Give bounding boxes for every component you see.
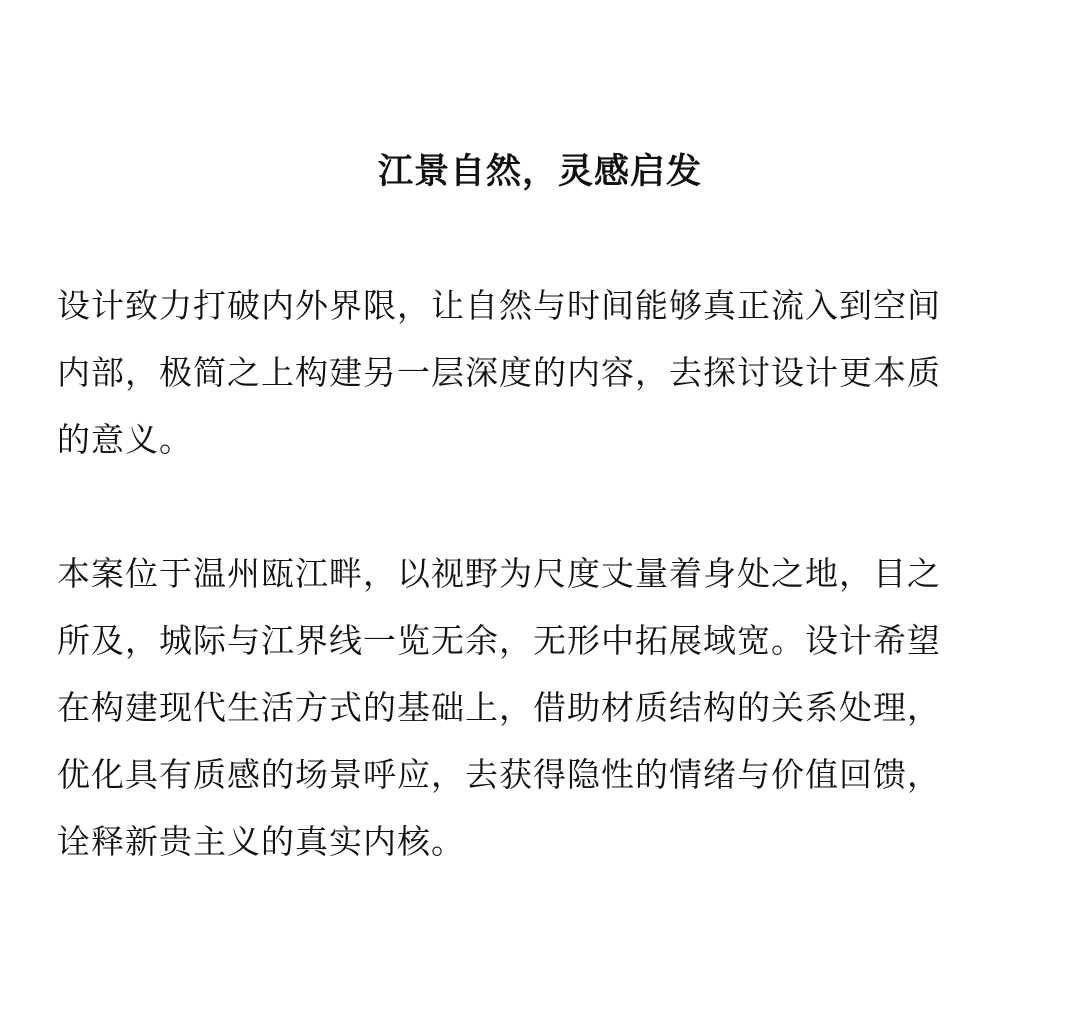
paragraph-2-line-4: 优化具有质感的场景呼应，去获得隐性的情绪与价值回馈， [57, 755, 941, 794]
paragraph-1-line-3: 的意义。 [57, 420, 193, 459]
paragraph-1-line-1: 设计致力打破内外界限，让自然与时间能够真正流入到空间 [57, 286, 941, 325]
paragraph-2-line-5: 诠释新贵主义的真实内核。 [57, 822, 465, 861]
paragraph-1-line-2: 内部，极简之上构建另一层深度的内容，去探讨设计更本质 [57, 353, 941, 392]
paragraph-2-line-3: 在构建现代生活方式的基础上，借助材质结构的关系处理， [57, 688, 941, 727]
paragraph-2-line-2: 所及，城际与江界线一览无余，无形中拓展域宽。设计希望 [57, 621, 941, 660]
paragraph-2-line-1: 本案位于温州瓯江畔，以视野为尺度丈量着身处之地，目之 [57, 554, 941, 593]
paragraph-1 [57, 272, 1027, 473]
article-title: 江景自然，灵感启发 [377, 152, 702, 192]
paragraph-2 [57, 540, 1027, 875]
